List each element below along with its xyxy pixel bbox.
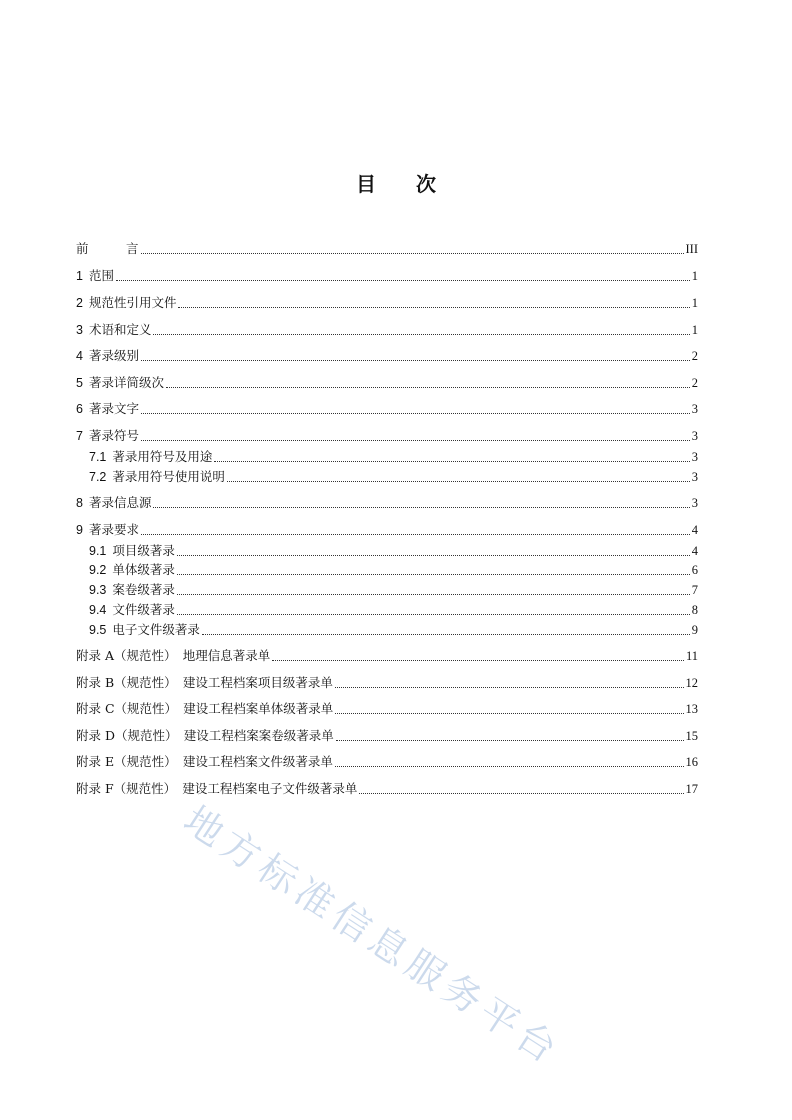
toc-entry-label: 附录 E（规范性） 建设工程档案文件级著录单 [76, 754, 333, 769]
toc-entry-page: 1 [691, 296, 698, 310]
toc-entry-label: 附录 A（规范性） 地理信息著录单 [76, 648, 271, 663]
toc-entry[interactable] [76, 267, 698, 285]
toc-leader-dots [177, 613, 690, 615]
toc-entry-number: 9.2 [89, 563, 107, 577]
toc-entry-number: 8 [76, 496, 83, 510]
toc-entry-label: 著录文字 [88, 401, 139, 416]
page-title [0, 168, 792, 197]
toc-entry-number: 9 [76, 523, 83, 537]
toc-entry[interactable] [89, 581, 698, 599]
toc-leader-dots [202, 633, 690, 635]
toc-entry-page: 4 [691, 523, 698, 537]
toc-entry[interactable] [76, 400, 698, 418]
toc-entry-number: 5 [76, 376, 83, 390]
toc-leader-dots [335, 686, 684, 688]
toc-leader-dots [272, 659, 684, 661]
toc-entry-page: 3 [691, 470, 698, 484]
toc-entry[interactable] [89, 561, 698, 579]
toc-leader-dots [141, 412, 690, 414]
toc-entry[interactable] [76, 700, 698, 718]
toc-entry-page: 2 [691, 349, 698, 363]
toc-entry-label: 范围 [88, 268, 114, 283]
toc-entry[interactable] [76, 647, 698, 665]
toc-leader-dots [141, 533, 690, 535]
toc-entry-label: 文件级著录 [112, 602, 175, 617]
toc-entry-label: 规范性引用文件 [88, 295, 177, 310]
toc-entry-label: 案卷级著录 [112, 582, 175, 597]
toc-entry-number: 2 [76, 296, 83, 310]
toc-leader-dots [177, 554, 690, 556]
toc-entry-page: 4 [691, 544, 698, 558]
toc-leader-dots [214, 460, 689, 462]
toc-leader-dots [153, 333, 689, 335]
toc-entry-page: 16 [685, 755, 698, 769]
toc-entry-number: 1 [76, 269, 83, 283]
toc-leader-dots [166, 386, 690, 388]
toc-leader-dots [336, 739, 684, 741]
toc-entry-page: 3 [691, 450, 698, 464]
toc-entry-label: 项目级著录 [112, 543, 175, 558]
toc-entry-number: 3 [76, 323, 83, 337]
toc-entry-label: 著录要求 [88, 522, 139, 537]
toc-entry[interactable] [89, 621, 698, 639]
toc-entry[interactable] [89, 448, 698, 466]
toc-entry[interactable] [76, 294, 698, 312]
toc-entry-page: 15 [685, 729, 698, 743]
toc-leader-dots [335, 765, 684, 767]
toc-entry-label: 附录 F（规范性） 建设工程档案电子文件级著录单 [76, 781, 358, 796]
toc-entry-label: 著录符号 [88, 428, 139, 443]
toc-leader-dots [177, 573, 690, 575]
toc-entry[interactable] [76, 427, 698, 445]
toc-entry-label: 前 言 [76, 241, 139, 256]
toc-entry-page: 2 [691, 376, 698, 390]
toc-entry-page: 9 [691, 623, 698, 637]
toc-entry[interactable] [76, 521, 698, 539]
watermark: 地方标准信息服务平台 [176, 797, 570, 1075]
toc-entry-page: 3 [691, 402, 698, 416]
toc-entry[interactable] [76, 374, 698, 392]
toc-entry[interactable] [89, 468, 698, 486]
toc-leader-dots [177, 593, 690, 595]
toc-entry-label: 著录信息源 [88, 495, 152, 510]
title-part-2: 次 [416, 172, 436, 196]
toc-leader-dots [359, 792, 683, 794]
toc-entry-number: 7.2 [89, 470, 107, 484]
toc-entry[interactable] [76, 347, 698, 365]
toc-entry[interactable] [76, 753, 698, 771]
toc-entry[interactable] [76, 321, 698, 339]
toc-entry-label: 术语和定义 [88, 322, 152, 337]
toc-leader-dots [141, 252, 684, 254]
title-part-1: 目 [356, 172, 376, 196]
toc-entry-page: 11 [685, 649, 698, 663]
toc-entry[interactable] [76, 240, 698, 258]
toc-entry-number: 9.5 [89, 623, 107, 637]
toc-entry-number: 6 [76, 402, 83, 416]
toc-entry-page: 12 [685, 676, 698, 690]
toc-entry-number: 9.3 [89, 583, 107, 597]
toc-entry-page: 13 [685, 702, 698, 716]
toc-entry-page: 1 [691, 323, 698, 337]
toc-entry-label: 附录 D（规范性） 建设工程档案案卷级著录单 [76, 728, 334, 743]
toc-entry-number: 4 [76, 349, 83, 363]
toc-entry-page: 3 [691, 429, 698, 443]
toc-entry[interactable] [76, 727, 698, 745]
toc-leader-dots [116, 279, 690, 281]
toc-entry-page: 6 [691, 563, 698, 577]
toc-entry-label: 附录 C（规范性） 建设工程档案单体级著录单 [76, 701, 334, 716]
toc-leader-dots [335, 712, 683, 714]
toc-entry-page: 17 [685, 782, 698, 796]
toc-entry[interactable] [76, 494, 698, 512]
toc-entry-number: 7 [76, 429, 83, 443]
toc-entry-label: 著录详简级次 [88, 375, 164, 390]
toc-entry[interactable] [89, 542, 698, 560]
toc-entry-label: 电子文件级著录 [112, 622, 200, 637]
toc-entry-page: III [685, 242, 698, 256]
toc-leader-dots [141, 439, 690, 441]
toc-entry-label: 著录用符号使用说明 [112, 469, 225, 484]
toc-entry-number: 7.1 [89, 450, 107, 464]
toc-entry[interactable] [76, 780, 698, 798]
toc-leader-dots [178, 306, 689, 308]
toc-entry-page: 8 [691, 603, 698, 617]
toc-entry-label: 著录级别 [88, 348, 139, 363]
toc-entry-page: 1 [691, 269, 698, 283]
toc-entry-page: 7 [691, 583, 698, 597]
toc-entry[interactable] [76, 674, 698, 692]
toc-entry-page: 3 [691, 496, 698, 510]
toc-leader-dots [227, 480, 690, 482]
toc-entry-label: 附录 B（规范性） 建设工程档案项目级著录单 [76, 675, 333, 690]
toc-entry-number: 9.1 [89, 544, 107, 558]
toc-leader-dots [141, 359, 690, 361]
toc-entry-label: 著录用符号及用途 [112, 449, 213, 464]
toc-entry[interactable] [89, 601, 698, 619]
toc-entry-label: 单体级著录 [112, 562, 175, 577]
toc-entry-number: 9.4 [89, 603, 107, 617]
toc-leader-dots [153, 506, 689, 508]
